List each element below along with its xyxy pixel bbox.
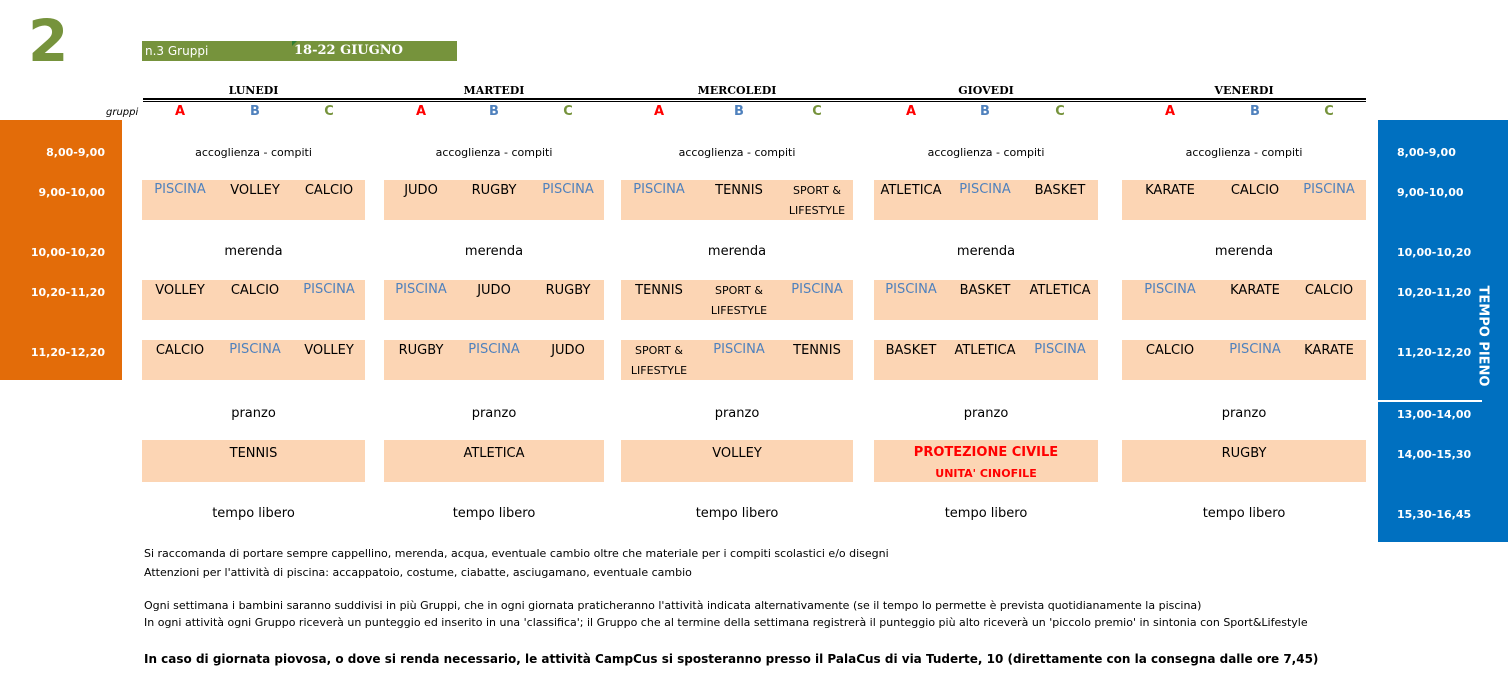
activity-volley: VOLLEY [304, 343, 354, 358]
group-letter-b: B [734, 104, 744, 119]
activity-piscina: PISCINA [468, 342, 520, 357]
activity-piscina: PISCINA [154, 182, 206, 197]
pranzo-label: pranzo [714, 406, 760, 421]
time-label: 10,20-11,20 [30, 286, 105, 299]
day-header-lunedi: LUNEDI [228, 84, 279, 97]
date-range: 18-22 GIUGNO [294, 43, 403, 58]
activity-volley: VOLLEY [230, 183, 280, 198]
merenda-label: merenda [707, 244, 767, 259]
rain-note: In caso di giornata piovosa, o dove si renda necessario, le attività CampCus si sposteranno presso il PalaCus di via Tuderte, 10 (direttamente con la consegna dalle ore 7,45) [144, 652, 1319, 666]
activity-piscina: PISCINA [542, 182, 594, 197]
group-letter-a: A [653, 104, 665, 119]
pranzo-label: pranzo [231, 406, 276, 421]
group-letter-a: A [174, 104, 186, 119]
activity-sport-lifestyle: SPORT & LIFESTYLE [788, 184, 846, 217]
tempo_libero-label: tempo libero [1202, 506, 1286, 521]
group-letter-b: B [489, 104, 499, 119]
group-letter-b: B [250, 104, 260, 119]
activity-piscina: PISCINA [1303, 182, 1355, 197]
time-label: 9,00-10,00 [1397, 186, 1464, 199]
time-label: 15,30-16,45 [1397, 508, 1472, 521]
group-letter-c: C [812, 104, 822, 119]
group-letter-c: C [1324, 104, 1334, 119]
activity-calcio: CALCIO [1230, 183, 1280, 198]
activity-tennis: TENNIS [793, 343, 841, 358]
merenda-label: merenda [956, 244, 1016, 259]
activity-piscina: PISCINA [713, 342, 765, 357]
week-header-bar [142, 41, 457, 61]
merenda-label: merenda [1214, 244, 1274, 259]
activity-karate: KARATE [1230, 283, 1280, 298]
activity-piscina: PISCINA [229, 342, 281, 357]
activity-atletica: ATLETICA [880, 183, 942, 198]
week-number: 2 [28, 7, 69, 75]
accoglienza-label: accoglienza - compiti [678, 146, 796, 159]
note-line: In ogni attività ogni Gruppo riceverà un punteggio ed inserito in una 'classifica'; il Gruppo che al termine della settimana registrerà il punteggio più alto riceverà un 'piccolo premio' in sintonia con Sport&Lifestyle [144, 616, 1308, 629]
afternoon-box [1122, 440, 1366, 482]
activity-rugby: RUGBY [471, 183, 517, 198]
tempo_libero-label: tempo libero [695, 506, 779, 521]
tempo_libero-label: tempo libero [944, 506, 1028, 521]
afternoon-box [142, 440, 365, 482]
activity-rugby: RUGBY [545, 283, 591, 298]
afternoon-activity-rugby: RUGBY [1221, 446, 1267, 461]
accoglienza-label: accoglienza - compiti [435, 146, 553, 159]
activity-judo: JUDO [477, 283, 511, 298]
afternoon-box [874, 440, 1098, 482]
activity-piscina: PISCINA [885, 282, 937, 297]
afternoon-box [384, 440, 604, 482]
activity-karate: KARATE [1145, 183, 1195, 198]
activity-volley: VOLLEY [155, 283, 205, 298]
group-letter-b: B [1250, 104, 1260, 119]
activity-atletica: ATLETICA [954, 343, 1016, 358]
activity-sport-lifestyle: SPORT & LIFESTYLE [630, 344, 688, 377]
group-letter-c: C [1055, 104, 1065, 119]
group-letter-c: C [563, 104, 573, 119]
afternoon-activity-tennis: TENNIS [229, 446, 278, 461]
accoglienza-label: accoglienza - compiti [927, 146, 1045, 159]
activity-karate: KARATE [1304, 343, 1354, 358]
pranzo-label: pranzo [963, 406, 1009, 421]
activity-rugby: RUGBY [398, 343, 444, 358]
activity-basket: BASKET [1034, 183, 1086, 198]
time-label: 10,00-10,20 [30, 246, 105, 259]
blue-column-separator [1378, 400, 1482, 402]
activity-calcio: CALCIO [155, 343, 205, 358]
activity-piscina: PISCINA [1144, 282, 1196, 297]
group-letter-b: B [980, 104, 990, 119]
time-label: 8,00-9,00 [46, 146, 105, 159]
tempo_libero-label: tempo libero [212, 506, 295, 521]
activity-calcio: CALCIO [304, 183, 354, 198]
time-label: 11,20-12,20 [1397, 346, 1472, 359]
time-label: 8,00-9,00 [1397, 146, 1456, 159]
gruppi-label: gruppi [106, 107, 139, 118]
activity-atletica: ATLETICA [1029, 283, 1091, 298]
activity-piscina: PISCINA [395, 282, 447, 297]
activity-basket: BASKET [959, 283, 1011, 298]
activity-sport-lifestyle: SPORT & LIFESTYLE [710, 284, 768, 317]
activity-piscina: PISCINA [1034, 342, 1086, 357]
header-divider-thin [143, 101, 1366, 102]
afternoon-activity-protezione-civile: PROTEZIONE CIVILE [913, 445, 1059, 460]
afternoon-box [621, 440, 853, 482]
time-label: 11,20-12,20 [30, 346, 105, 359]
accoglienza-label: accoglienza - compiti [195, 146, 312, 159]
pranzo-label: pranzo [1221, 406, 1267, 421]
groups-count: n.3 Gruppi [145, 44, 209, 58]
activity-judo: JUDO [551, 343, 585, 358]
afternoon-activity-volley: VOLLEY [712, 446, 762, 461]
header-divider [143, 98, 1366, 100]
note-line: Si raccomanda di portare sempre cappellino, merenda, acqua, eventuale cambio oltre che materiale per i compiti scolastici e/o disegni [144, 547, 889, 560]
time-label: 9,00-10,00 [38, 186, 105, 199]
activity-judo: JUDO [404, 183, 438, 198]
merenda-label: merenda [464, 244, 524, 259]
activity-calcio: CALCIO [1145, 343, 1195, 358]
accoglienza-label: accoglienza - compiti [1185, 146, 1303, 159]
activity-calcio: CALCIO [230, 283, 280, 298]
tempo-pieno-label: TEMPO PIENO [1475, 285, 1491, 387]
activity-calcio: CALCIO [1304, 283, 1354, 298]
activity-piscina: PISCINA [959, 182, 1011, 197]
activity-piscina: PISCINA [791, 282, 843, 297]
note-line: Ogni settimana i bambini saranno suddivisi in più Gruppi, che in ogni giornata praticheranno l'attività indicata alternativamente (se il tempo lo permette è prevista quotidianamente la piscina) [144, 599, 1202, 612]
group-letter-a: A [1164, 104, 1176, 119]
activity-basket: BASKET [885, 343, 937, 358]
day-header-martedi: MARTEDI [463, 84, 525, 97]
time-label: 14,00-15,30 [1397, 448, 1472, 461]
afternoon-activity-atletica: ATLETICA [463, 446, 525, 461]
activity-tennis: TENNIS [635, 283, 683, 298]
activity-piscina: PISCINA [633, 182, 685, 197]
day-header-venerdi: VENERDI [1214, 84, 1274, 97]
time-label: 13,00-14,00 [1397, 408, 1472, 421]
activity-tennis: TENNIS [715, 183, 763, 198]
time-label: 10,20-11,20 [1397, 286, 1472, 299]
day-header-mercoledi: MERCOLEDI [697, 84, 777, 97]
time-label: 10,00-10,20 [1397, 246, 1472, 259]
tempo_libero-label: tempo libero [452, 506, 536, 521]
day-header-giovedi: GIOVEDI [958, 84, 1014, 97]
merenda-label: merenda [224, 244, 283, 259]
note-line: Attenzioni per l'attività di piscina: accappatoio, costume, ciabatte, asciugamano, eventuale cambio [144, 566, 692, 579]
afternoon-activity-unita-cinofile: UNITA' CINOFILE [935, 467, 1037, 480]
activity-piscina: PISCINA [303, 282, 355, 297]
group-letter-a: A [415, 104, 427, 119]
pranzo-label: pranzo [471, 406, 517, 421]
group-letter-a: A [905, 104, 917, 119]
group-letter-c: C [324, 104, 334, 119]
activity-piscina: PISCINA [1229, 342, 1281, 357]
